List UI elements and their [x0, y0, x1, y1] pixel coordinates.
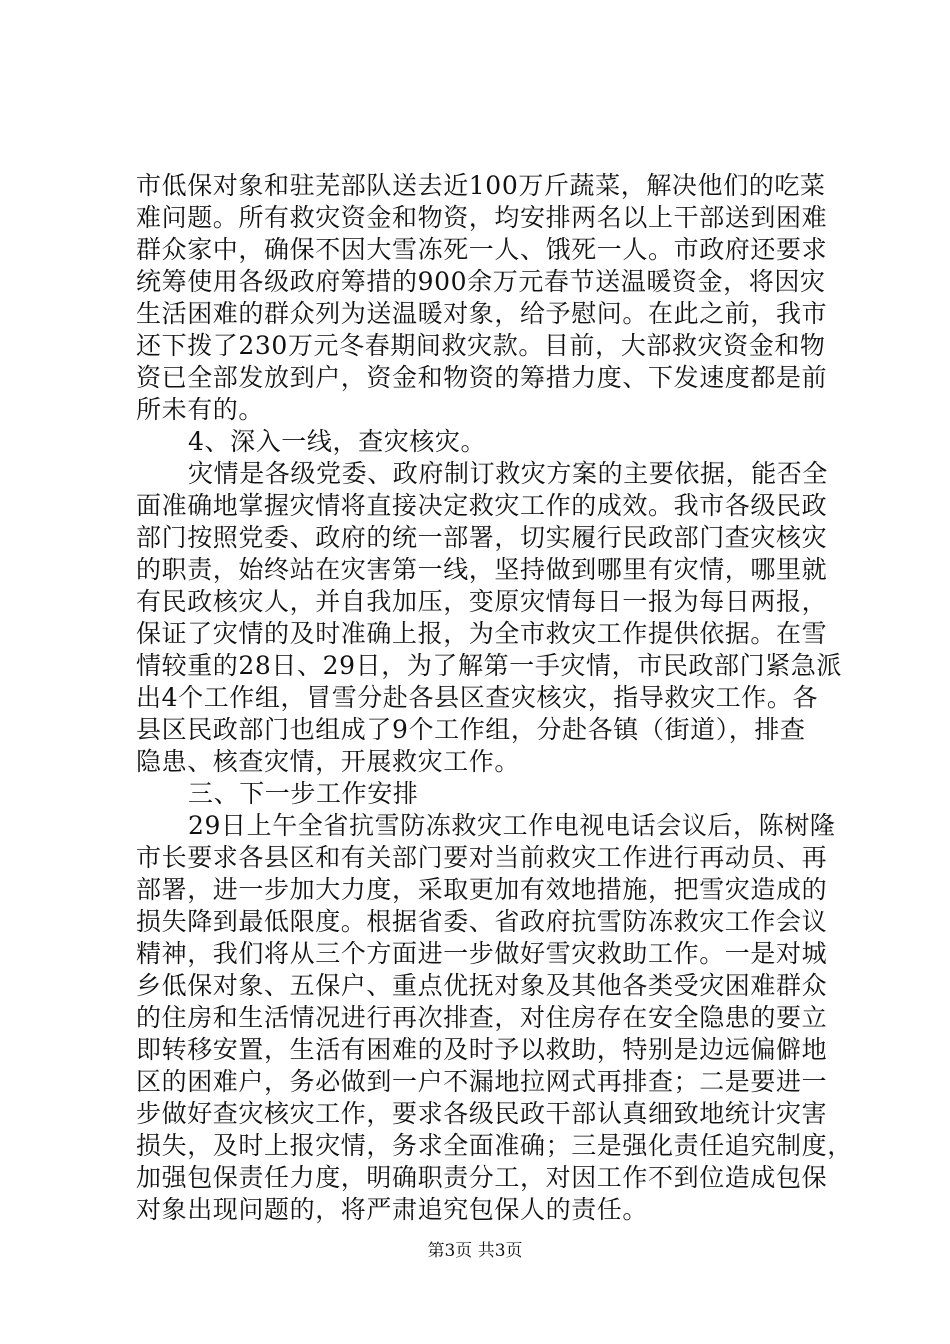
- text-line: 隐患、核查灾情，开展救灾工作。: [136, 747, 521, 776]
- text-line: 所未有的。: [136, 395, 265, 424]
- text-line: 有民政核灾人，并自我加压，变原灾情每日一报为每日两报，: [136, 587, 828, 616]
- text-line: 灾情是各级党委、政府制订救灾方案的主要依据，能否全: [188, 459, 829, 488]
- text-line: 市长要求各县区和有关部门要对当前救灾工作进行再动员、再: [136, 843, 828, 872]
- text-line: 的职责，始终站在灾害第一线，坚持做到哪里有灾情，哪里就: [136, 555, 828, 584]
- text-line: 群众家中，确保不因大雪冻死一人、饿死一人。市政府还要求: [136, 235, 828, 264]
- text-line: 县区民政部门也组成了9个工作组，分赴各镇（街道），排查: [136, 715, 806, 744]
- text-line: 损失降到最低限度。根据省委、省政府抗雪防冻救灾工作会议: [136, 907, 828, 936]
- text-line: 损失，及时上报灾情，务求全面准确；三是强化责任追究制度，: [136, 1131, 853, 1160]
- text-line: 保证了灾情的及时准确上报，为全市救灾工作提供依据。在雪: [136, 619, 828, 648]
- text-line: 市低保对象和驻芜部队送去近100万斤蔬菜，解决他们的吃菜: [136, 171, 826, 200]
- text-line: 资已全部发放到户，资金和物资的筹措力度、下发速度都是前: [136, 363, 828, 392]
- paragraph-p5: [136, 810, 853, 1226]
- text-line: 4、深入一线，查灾核灾。: [188, 427, 487, 456]
- text-line: 区的困难户，务必做到一户不漏地拉网式再排查；二是要进一: [136, 1067, 828, 1096]
- text-line: 的住房和生活情况进行再次排查，对住房存在安全隐患的要立: [136, 1003, 828, 1032]
- text-line: 部门按照党委、政府的统一部署，切实履行民政部门查灾核灾: [136, 523, 828, 552]
- text-line: 29日上午全省抗雪防冻救灾工作电视电话会议后，陈树隆: [188, 811, 836, 840]
- paragraph-p1: [136, 170, 826, 426]
- text-line: 出4个工作组，冒雪分赴各县区查灾核灾，指导救灾工作。各: [136, 683, 819, 712]
- text-line: 三、下一步工作安排: [188, 779, 419, 808]
- text-line: 加强包保责任力度，明确职责分工，对因工作不到位造成包保: [136, 1163, 828, 1192]
- text-line: 部署，进一步加大力度，采取更加有效地措施，把雪灾造成的: [136, 875, 828, 904]
- text-line: 步做好查灾核灾工作，要求各级民政干部认真细致地统计灾害: [136, 1099, 828, 1128]
- text-line: 统筹使用各级政府筹措的900余万元春节送温暖资金，将因灾: [136, 267, 826, 296]
- text-line: 面准确地掌握灾情将直接决定救灾工作的成效。我市各级民政: [136, 491, 828, 520]
- document-body: [136, 170, 853, 1226]
- text-line: 对象出现问题的，将严肃追究包保人的责任。: [136, 1195, 649, 1224]
- text-line: 情较重的28日、29日，为了解第一手灾情，市民政部门紧急派: [136, 651, 843, 680]
- text-line: 乡低保对象、五保户、重点优抚对象及其他各类受灾困难群众: [136, 971, 828, 1000]
- text-line: 精神，我们将从三个方面进一步做好雪灾救助工作。一是对城: [136, 939, 828, 968]
- text-line: 即转移安置，生活有困难的及时予以救助，特别是边远偏僻地: [136, 1035, 828, 1064]
- page-number-footer: 第3页 共3页: [427, 1241, 523, 1261]
- text-line: 难问题。所有救灾资金和物资，均安排两名以上干部送到困难: [136, 203, 828, 232]
- paragraph-p4: [136, 778, 826, 810]
- text-line: 生活困难的群众列为送温暖对象，给予慰问。在此之前，我市: [136, 299, 828, 328]
- text-line: 还下拨了230万元冬春期间救灾款。目前，大部救灾资金和物: [136, 331, 826, 360]
- paragraph-p3: [136, 458, 843, 778]
- paragraph-p2: [136, 426, 826, 458]
